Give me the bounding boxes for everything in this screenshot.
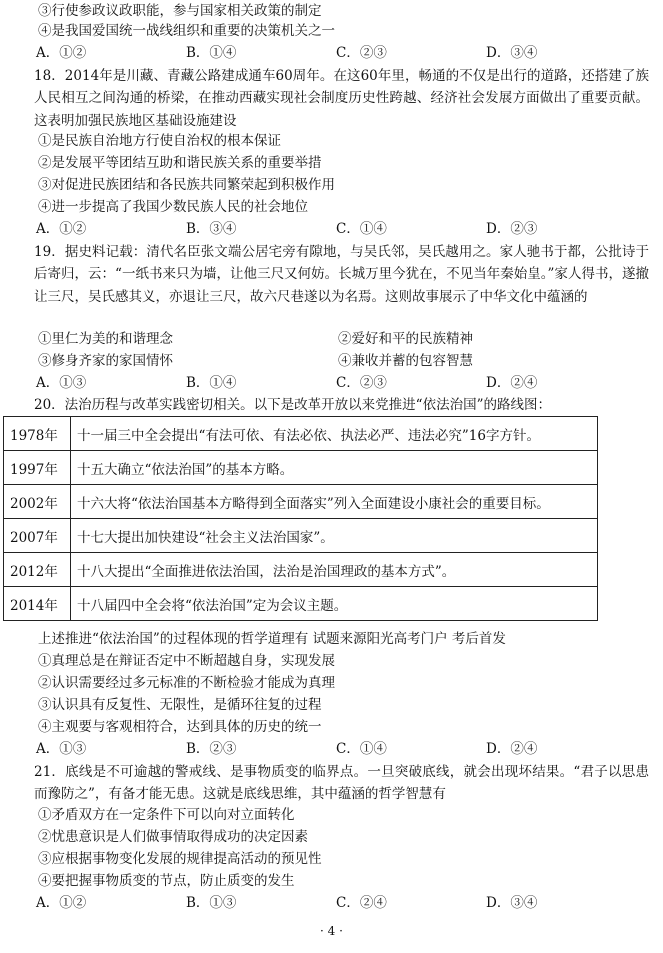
q18-options [34, 218, 634, 240]
q19-item-3: ③修身齐家的家国情怀 [38, 353, 173, 369]
option-a: A．①② [36, 895, 87, 911]
timeline-year: 1997年 [4, 451, 71, 485]
q20-options [34, 738, 634, 760]
q19-item-2: ②爱好和平的民族精神 [338, 331, 473, 347]
option-b: B．③④ [186, 221, 237, 237]
q20-item-1: ①真理总是在辩证否定中不断超越自身，实现发展 [38, 653, 335, 669]
table-row [4, 485, 598, 519]
timeline-event: 十一届三中全会提出“有法可依、有法必依、执法必严、违法必究”16字方针。 [71, 417, 598, 451]
q21-item-1: ①矛盾双方在一定条件下可以向对立面转化 [38, 807, 295, 823]
table-row [4, 587, 598, 621]
option-b: B．①③ [186, 895, 237, 911]
q18-item-2: ②是发展平等团结互助和谐民族关系的重要举措 [38, 155, 322, 171]
option-a: A．①③ [36, 375, 87, 391]
option-c: C．②③ [336, 375, 387, 391]
q19-options [34, 372, 634, 394]
q20-question: 上述推进“依法治国”的过程体现的哲学道理有 试题来源阳光高考门户 考后首发 [38, 631, 506, 647]
q18-stem: 18．2014年是川藏、青藏公路建成通车60周年。在这60年里，畅通的不仅是出行的道路，还搭建了族人民相互之间沟通的桥梁，在推动西藏实现社会制度历史性跨越、经济社会发展方面做出了重要贡献。这表明加强民族地区基础设施建设 [34, 68, 649, 129]
top-item-4: ④是我国爱国统一战线组织和重要的决策机关之一 [38, 23, 335, 39]
timeline-year: 2007年 [4, 519, 71, 553]
timeline-event: 十五大确立“依法治国”的基本方略。 [71, 451, 598, 485]
q21-item-4: ④要把握事物质变的节点，防止质变的发生 [38, 873, 295, 889]
q18-item-4: ④进一步提高了我国少数民族人民的社会地位 [38, 199, 308, 215]
option-d: D．③④ [486, 45, 538, 61]
timeline-year: 1978年 [4, 417, 71, 451]
table-row [4, 553, 598, 587]
q18-item-3: ③对促进民族团结和各民族共同繁荣起到积极作用 [38, 177, 335, 193]
q18-item-1: ①是民族自治地方行使自治权的根本保证 [38, 133, 281, 149]
timeline-event: 十七大提出加快建设“社会主义法治国家”。 [71, 519, 598, 553]
q20-item-3: ③认识具有反复性、无限性，是循环往复的过程 [38, 697, 322, 713]
top-item-3: ③行使参政议政职能，参与国家相关政策的制定 [38, 3, 322, 19]
q21-item-2: ②忧患意识是人们做事情取得成功的决定因素 [38, 829, 308, 845]
table-row [4, 417, 598, 451]
rule-of-law-timeline-table [3, 416, 598, 621]
option-b: B．①④ [186, 45, 237, 61]
timeline-year: 2012年 [4, 553, 71, 587]
option-b: B．①④ [186, 375, 237, 391]
option-d: D．②③ [486, 221, 538, 237]
option-c: C．①④ [336, 741, 387, 757]
option-d: D．③④ [486, 895, 538, 911]
timeline-event: 十八大提出“全面推进依法治国，法治是治国理政的基本方式”。 [71, 553, 598, 587]
q19-item-1: ①里仁为美的和谐理念 [38, 331, 173, 347]
timeline-event: 十六大将“依法治国基本方略得到全面落实”列入全面建设小康社会的重要目标。 [71, 485, 598, 519]
option-a: A．①③ [36, 741, 87, 757]
option-c: C．②④ [336, 895, 387, 911]
option-a: A．①② [36, 221, 87, 237]
timeline-year: 2002年 [4, 485, 71, 519]
q21-stem: 21．底线是不可逾越的警戒线、是事物质变的临界点。一旦突破底线，就会出现坏结果。“君子以思患而豫防之”，有备才能无患。这就是底线思维，其中蕴涵的哲学智慧有 [34, 764, 649, 803]
option-d: D．②④ [486, 375, 538, 391]
q20-item-4: ④主观要与客观相符合，达到具体的历史的统一 [38, 719, 322, 735]
option-c: C．②③ [336, 45, 387, 61]
q21-item-3: ③应根据事物变化发展的规律提高活动的预见性 [38, 851, 322, 867]
q19-item-4: ④兼收并蓄的包容智慧 [338, 353, 473, 369]
q19-stem: 19．据史料记载：清代名臣张文端公居宅旁有隙地，与吴氏邻，吴氏越用之。家人驰书于都，公批诗于后寄归，云：“一纸书来只为墙，让他三尺又何妨。长城万里今犹在，不见当年秦始皇。”家人得书，遂撤让三尺，吴氏感其义，亦退让三尺，故六尺巷遂以为名焉。这则故事展示了中华文化中蕴涵的 [34, 244, 649, 305]
timeline-year: 2014年 [4, 587, 71, 621]
option-c: C．①④ [336, 221, 387, 237]
option-a: A．①② [36, 45, 87, 61]
option-d: D．②④ [486, 741, 538, 757]
q20-item-2: ②认识需要经过多元标准的不断检验才能成为真理 [38, 675, 335, 691]
q21-options [34, 892, 634, 914]
table-row [4, 451, 598, 485]
option-b: B．②③ [186, 741, 237, 757]
table-row [4, 519, 598, 553]
top-options [34, 42, 634, 64]
q20-stem: 20．法治历程与改革实践密切相关。以下是改革开放以来党推进“依法治国”的路线图： [34, 397, 551, 413]
page-number: · 4 · [320, 924, 343, 938]
timeline-event: 十八届四中全会将“依法治国”定为会议主题。 [71, 587, 598, 621]
